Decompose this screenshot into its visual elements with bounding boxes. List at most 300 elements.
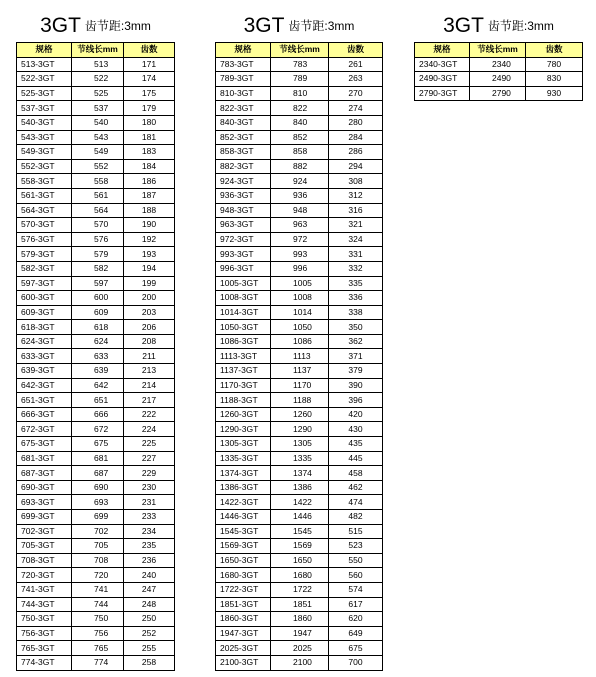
table-row — [17, 203, 175, 218]
cell-spec: 963-3GT — [216, 218, 271, 233]
cell-teeth: 230 — [124, 480, 175, 495]
cell-teeth: 930 — [526, 86, 583, 101]
cell-teeth: 194 — [124, 261, 175, 276]
cell-teeth: 336 — [329, 291, 383, 306]
cell-teeth: 211 — [124, 349, 175, 364]
cell-teeth: 780 — [526, 57, 583, 72]
cell-teeth: 180 — [124, 115, 175, 130]
cell-spec: 774-3GT — [17, 655, 72, 670]
cell-spec: 744-3GT — [17, 597, 72, 612]
table-row — [216, 437, 383, 452]
table-row — [17, 626, 175, 641]
cell-teeth: 199 — [124, 276, 175, 291]
cell-spec: 741-3GT — [17, 582, 72, 597]
cell-teeth: 214 — [124, 378, 175, 393]
table-row — [17, 159, 175, 174]
table-row — [17, 86, 175, 101]
cell-spec: 2790-3GT — [415, 86, 470, 101]
table-row — [415, 57, 583, 72]
cell-pitch-length: 543 — [72, 130, 124, 145]
cell-pitch-length: 561 — [72, 188, 124, 203]
cell-pitch-length: 750 — [72, 612, 124, 627]
cell-teeth: 462 — [329, 480, 383, 495]
table-row — [216, 72, 383, 87]
cell-pitch-length: 1650 — [271, 553, 329, 568]
cell-pitch-length: 1680 — [271, 568, 329, 583]
table-row — [17, 364, 175, 379]
cell-spec: 1650-3GT — [216, 553, 271, 568]
cell-pitch-length: 1014 — [271, 305, 329, 320]
cell-pitch-length: 570 — [72, 218, 124, 233]
table-row — [216, 597, 383, 612]
cell-teeth: 316 — [329, 203, 383, 218]
cell-pitch-length: 720 — [72, 568, 124, 583]
table-row — [17, 655, 175, 670]
table-title — [16, 10, 175, 42]
header-row — [415, 43, 583, 58]
table-row — [17, 218, 175, 233]
table-row — [17, 72, 175, 87]
cell-spec: 1086-3GT — [216, 334, 271, 349]
cell-teeth: 181 — [124, 130, 175, 145]
cell-pitch-length: 924 — [271, 174, 329, 189]
table-row — [17, 510, 175, 525]
table-row — [17, 495, 175, 510]
belt-spec-table-2 — [215, 42, 383, 671]
cell-spec: 1947-3GT — [216, 626, 271, 641]
cell-pitch-length: 840 — [271, 115, 329, 130]
cell-spec: 582-3GT — [17, 261, 72, 276]
table-row — [216, 232, 383, 247]
cell-teeth: 458 — [329, 466, 383, 481]
cell-pitch-length: 525 — [72, 86, 124, 101]
cell-pitch-length: 597 — [72, 276, 124, 291]
cell-teeth: 515 — [329, 524, 383, 539]
title-main: 3GT — [443, 14, 484, 37]
cell-spec: 1722-3GT — [216, 582, 271, 597]
table-row — [17, 247, 175, 262]
cell-spec: 675-3GT — [17, 437, 72, 452]
cell-teeth: 482 — [329, 510, 383, 525]
table-row — [216, 305, 383, 320]
cell-teeth: 171 — [124, 57, 175, 72]
cell-pitch-length: 558 — [72, 174, 124, 189]
cell-spec: 882-3GT — [216, 159, 271, 174]
cell-pitch-length: 789 — [271, 72, 329, 87]
table-row — [17, 276, 175, 291]
cell-pitch-length: 2025 — [271, 641, 329, 656]
cell-teeth: 350 — [329, 320, 383, 335]
cell-teeth: 294 — [329, 159, 383, 174]
table-row — [17, 407, 175, 422]
cell-teeth: 830 — [526, 72, 583, 87]
cell-spec: 2340-3GT — [415, 57, 470, 72]
table-row — [216, 174, 383, 189]
cell-pitch-length: 582 — [72, 261, 124, 276]
cell-spec: 1014-3GT — [216, 305, 271, 320]
title-main: 3GT — [243, 14, 285, 37]
cell-spec: 1680-3GT — [216, 568, 271, 583]
table-row — [216, 334, 383, 349]
cell-spec: 522-3GT — [17, 72, 72, 87]
cell-teeth: 229 — [124, 466, 175, 481]
header-teeth: 齿数 — [329, 43, 383, 58]
cell-spec: 561-3GT — [17, 188, 72, 203]
table-row — [216, 349, 383, 364]
cell-teeth: 225 — [124, 437, 175, 452]
cell-pitch-length: 948 — [271, 203, 329, 218]
table-row — [216, 510, 383, 525]
cell-teeth: 574 — [329, 582, 383, 597]
cell-teeth: 188 — [124, 203, 175, 218]
cell-teeth: 234 — [124, 524, 175, 539]
cell-spec: 2100-3GT — [216, 655, 271, 670]
cell-spec: 1260-3GT — [216, 407, 271, 422]
cell-pitch-length: 1305 — [271, 437, 329, 452]
table-row — [17, 101, 175, 116]
cell-spec: 633-3GT — [17, 349, 72, 364]
table-row — [216, 626, 383, 641]
cell-pitch-length: 993 — [271, 247, 329, 262]
cell-pitch-length: 693 — [72, 495, 124, 510]
cell-teeth: 175 — [124, 86, 175, 101]
cell-spec: 540-3GT — [17, 115, 72, 130]
cell-pitch-length: 972 — [271, 232, 329, 247]
cell-spec: 687-3GT — [17, 466, 72, 481]
table-row — [216, 203, 383, 218]
header-teeth: 齿数 — [526, 43, 583, 58]
table-row — [216, 378, 383, 393]
cell-pitch-length: 699 — [72, 510, 124, 525]
cell-teeth: 183 — [124, 145, 175, 160]
cell-spec: 756-3GT — [17, 626, 72, 641]
cell-pitch-length: 822 — [271, 101, 329, 116]
table-row — [216, 524, 383, 539]
table-row — [216, 655, 383, 670]
table-row — [17, 188, 175, 203]
cell-pitch-length: 552 — [72, 159, 124, 174]
cell-teeth: 227 — [124, 451, 175, 466]
cell-pitch-length: 687 — [72, 466, 124, 481]
cell-spec: 1050-3GT — [216, 320, 271, 335]
cell-spec: 666-3GT — [17, 407, 72, 422]
cell-spec: 642-3GT — [17, 378, 72, 393]
table-row — [216, 364, 383, 379]
cell-teeth: 332 — [329, 261, 383, 276]
cell-spec: 993-3GT — [216, 247, 271, 262]
cell-teeth: 187 — [124, 188, 175, 203]
cell-pitch-length: 783 — [271, 57, 329, 72]
table-title — [414, 10, 583, 42]
cell-spec: 600-3GT — [17, 291, 72, 306]
table-row — [17, 232, 175, 247]
table-row — [216, 145, 383, 160]
cell-teeth: 200 — [124, 291, 175, 306]
cell-pitch-length: 1422 — [271, 495, 329, 510]
header-pitch-length: 节线长mm — [470, 43, 526, 58]
cell-spec: 720-3GT — [17, 568, 72, 583]
cell-pitch-length: 1137 — [271, 364, 329, 379]
table-row — [17, 305, 175, 320]
cell-pitch-length: 2100 — [271, 655, 329, 670]
cell-spec: 810-3GT — [216, 86, 271, 101]
cell-spec: 564-3GT — [17, 203, 72, 218]
cell-pitch-length: 936 — [271, 188, 329, 203]
cell-pitch-length: 702 — [72, 524, 124, 539]
table-row — [17, 568, 175, 583]
cell-teeth: 186 — [124, 174, 175, 189]
cell-teeth: 224 — [124, 422, 175, 437]
table-row — [17, 451, 175, 466]
table-row — [216, 407, 383, 422]
cell-teeth: 179 — [124, 101, 175, 116]
table-row — [216, 57, 383, 72]
cell-teeth: 193 — [124, 247, 175, 262]
table-row — [17, 291, 175, 306]
table-row — [17, 524, 175, 539]
cell-spec: 537-3GT — [17, 101, 72, 116]
table-row — [216, 188, 383, 203]
cell-spec: 1374-3GT — [216, 466, 271, 481]
cell-pitch-length: 858 — [271, 145, 329, 160]
cell-teeth: 321 — [329, 218, 383, 233]
cell-pitch-length: 666 — [72, 407, 124, 422]
cell-pitch-length: 744 — [72, 597, 124, 612]
cell-spec: 681-3GT — [17, 451, 72, 466]
cell-spec: 597-3GT — [17, 276, 72, 291]
table-row — [216, 291, 383, 306]
table-title — [215, 10, 383, 42]
cell-teeth: 261 — [329, 57, 383, 72]
cell-pitch-length: 513 — [72, 57, 124, 72]
table-row — [216, 422, 383, 437]
cell-spec: 840-3GT — [216, 115, 271, 130]
cell-spec: 639-3GT — [17, 364, 72, 379]
cell-pitch-length: 1050 — [271, 320, 329, 335]
cell-teeth: 274 — [329, 101, 383, 116]
belt-spec-table-1 — [16, 42, 175, 671]
cell-pitch-length: 1374 — [271, 466, 329, 481]
cell-teeth: 420 — [329, 407, 383, 422]
cell-spec: 996-3GT — [216, 261, 271, 276]
cell-pitch-length: 675 — [72, 437, 124, 452]
table-row — [17, 334, 175, 349]
cell-spec: 693-3GT — [17, 495, 72, 510]
cell-pitch-length: 549 — [72, 145, 124, 160]
cell-pitch-length: 1290 — [271, 422, 329, 437]
cell-pitch-length: 522 — [72, 72, 124, 87]
cell-pitch-length: 651 — [72, 393, 124, 408]
cell-spec: 708-3GT — [17, 553, 72, 568]
table-row — [17, 612, 175, 627]
cell-spec: 1386-3GT — [216, 480, 271, 495]
table-row — [216, 466, 383, 481]
cell-pitch-length: 1545 — [271, 524, 329, 539]
cell-pitch-length: 642 — [72, 378, 124, 393]
cell-spec: 948-3GT — [216, 203, 271, 218]
cell-teeth: 379 — [329, 364, 383, 379]
cell-pitch-length: 1860 — [271, 612, 329, 627]
cell-teeth: 206 — [124, 320, 175, 335]
cell-teeth: 324 — [329, 232, 383, 247]
cell-teeth: 649 — [329, 626, 383, 641]
belt-table-block-1 — [16, 10, 175, 671]
header-spec: 规格 — [216, 43, 271, 58]
cell-pitch-length: 1005 — [271, 276, 329, 291]
cell-teeth: 236 — [124, 553, 175, 568]
cell-pitch-length: 690 — [72, 480, 124, 495]
table-row — [17, 145, 175, 160]
table-row — [17, 466, 175, 481]
cell-teeth: 280 — [329, 115, 383, 130]
cell-spec: 924-3GT — [216, 174, 271, 189]
cell-teeth: 435 — [329, 437, 383, 452]
cell-pitch-length: 708 — [72, 553, 124, 568]
cell-pitch-length: 618 — [72, 320, 124, 335]
cell-pitch-length: 756 — [72, 626, 124, 641]
cell-pitch-length: 672 — [72, 422, 124, 437]
cell-spec: 570-3GT — [17, 218, 72, 233]
cell-pitch-length: 1260 — [271, 407, 329, 422]
header-pitch-length: 节线长mm — [271, 43, 329, 58]
cell-teeth: 430 — [329, 422, 383, 437]
cell-teeth: 523 — [329, 539, 383, 554]
cell-teeth: 213 — [124, 364, 175, 379]
cell-spec: 651-3GT — [17, 393, 72, 408]
cell-teeth: 203 — [124, 305, 175, 320]
cell-spec: 543-3GT — [17, 130, 72, 145]
title-sub: 齿节距:3mm — [487, 19, 554, 33]
cell-pitch-length: 639 — [72, 364, 124, 379]
cell-teeth: 286 — [329, 145, 383, 160]
cell-teeth: 184 — [124, 159, 175, 174]
table-row — [216, 582, 383, 597]
cell-pitch-length: 882 — [271, 159, 329, 174]
cell-pitch-length: 765 — [72, 641, 124, 656]
table-row — [216, 276, 383, 291]
cell-spec: 1290-3GT — [216, 422, 271, 437]
cell-spec: 672-3GT — [17, 422, 72, 437]
cell-spec: 1113-3GT — [216, 349, 271, 364]
cell-teeth: 270 — [329, 86, 383, 101]
table-row — [216, 641, 383, 656]
cell-spec: 1137-3GT — [216, 364, 271, 379]
cell-teeth: 308 — [329, 174, 383, 189]
cell-spec: 858-3GT — [216, 145, 271, 160]
title-sub: 齿节距:3mm — [84, 19, 151, 33]
table-row — [216, 495, 383, 510]
cell-pitch-length: 741 — [72, 582, 124, 597]
table-row — [17, 480, 175, 495]
cell-teeth: 231 — [124, 495, 175, 510]
cell-teeth: 263 — [329, 72, 383, 87]
table-row — [17, 115, 175, 130]
cell-spec: 852-3GT — [216, 130, 271, 145]
table-row — [216, 568, 383, 583]
cell-pitch-length: 600 — [72, 291, 124, 306]
cell-spec: 2025-3GT — [216, 641, 271, 656]
cell-spec: 783-3GT — [216, 57, 271, 72]
cell-pitch-length: 1086 — [271, 334, 329, 349]
table-row — [17, 320, 175, 335]
cell-pitch-length: 1386 — [271, 480, 329, 495]
cell-pitch-length: 1188 — [271, 393, 329, 408]
cell-spec: 702-3GT — [17, 524, 72, 539]
cell-teeth: 371 — [329, 349, 383, 364]
cell-spec: 624-3GT — [17, 334, 72, 349]
cell-pitch-length: 633 — [72, 349, 124, 364]
cell-spec: 1305-3GT — [216, 437, 271, 452]
cell-pitch-length: 774 — [72, 655, 124, 670]
cell-spec: 609-3GT — [17, 305, 72, 320]
cell-spec: 558-3GT — [17, 174, 72, 189]
table-row — [216, 261, 383, 276]
cell-spec: 552-3GT — [17, 159, 72, 174]
cell-spec: 576-3GT — [17, 232, 72, 247]
cell-teeth: 247 — [124, 582, 175, 597]
cell-spec: 750-3GT — [17, 612, 72, 627]
cell-teeth: 362 — [329, 334, 383, 349]
table-row — [17, 553, 175, 568]
cell-spec: 1008-3GT — [216, 291, 271, 306]
table-row — [216, 612, 383, 627]
belt-table-block-2 — [215, 10, 383, 671]
table-row — [216, 130, 383, 145]
cell-teeth: 445 — [329, 451, 383, 466]
cell-teeth: 550 — [329, 553, 383, 568]
cell-teeth: 192 — [124, 232, 175, 247]
cell-pitch-length: 1008 — [271, 291, 329, 306]
cell-teeth: 338 — [329, 305, 383, 320]
table-row — [17, 130, 175, 145]
table-row — [216, 451, 383, 466]
cell-spec: 822-3GT — [216, 101, 271, 116]
cell-teeth: 250 — [124, 612, 175, 627]
cell-pitch-length: 2340 — [470, 57, 526, 72]
cell-teeth: 235 — [124, 539, 175, 554]
cell-teeth: 252 — [124, 626, 175, 641]
cell-teeth: 222 — [124, 407, 175, 422]
header-row — [216, 43, 383, 58]
cell-pitch-length: 576 — [72, 232, 124, 247]
cell-teeth: 233 — [124, 510, 175, 525]
cell-pitch-length: 996 — [271, 261, 329, 276]
cell-teeth: 620 — [329, 612, 383, 627]
table-row — [216, 480, 383, 495]
cell-teeth: 331 — [329, 247, 383, 262]
belt-table-block-3 — [414, 10, 583, 101]
cell-teeth: 217 — [124, 393, 175, 408]
cell-spec: 2490-3GT — [415, 72, 470, 87]
table-row — [216, 115, 383, 130]
cell-spec: 699-3GT — [17, 510, 72, 525]
cell-pitch-length: 2790 — [470, 86, 526, 101]
table-row — [17, 597, 175, 612]
table-row — [216, 539, 383, 554]
cell-pitch-length: 564 — [72, 203, 124, 218]
cell-spec: 789-3GT — [216, 72, 271, 87]
cell-spec: 513-3GT — [17, 57, 72, 72]
cell-pitch-length: 810 — [271, 86, 329, 101]
cell-pitch-length: 852 — [271, 130, 329, 145]
cell-spec: 618-3GT — [17, 320, 72, 335]
cell-spec: 1851-3GT — [216, 597, 271, 612]
cell-pitch-length: 1446 — [271, 510, 329, 525]
cell-pitch-length: 1722 — [271, 582, 329, 597]
table-row — [216, 320, 383, 335]
table-row — [216, 159, 383, 174]
cell-teeth: 390 — [329, 378, 383, 393]
